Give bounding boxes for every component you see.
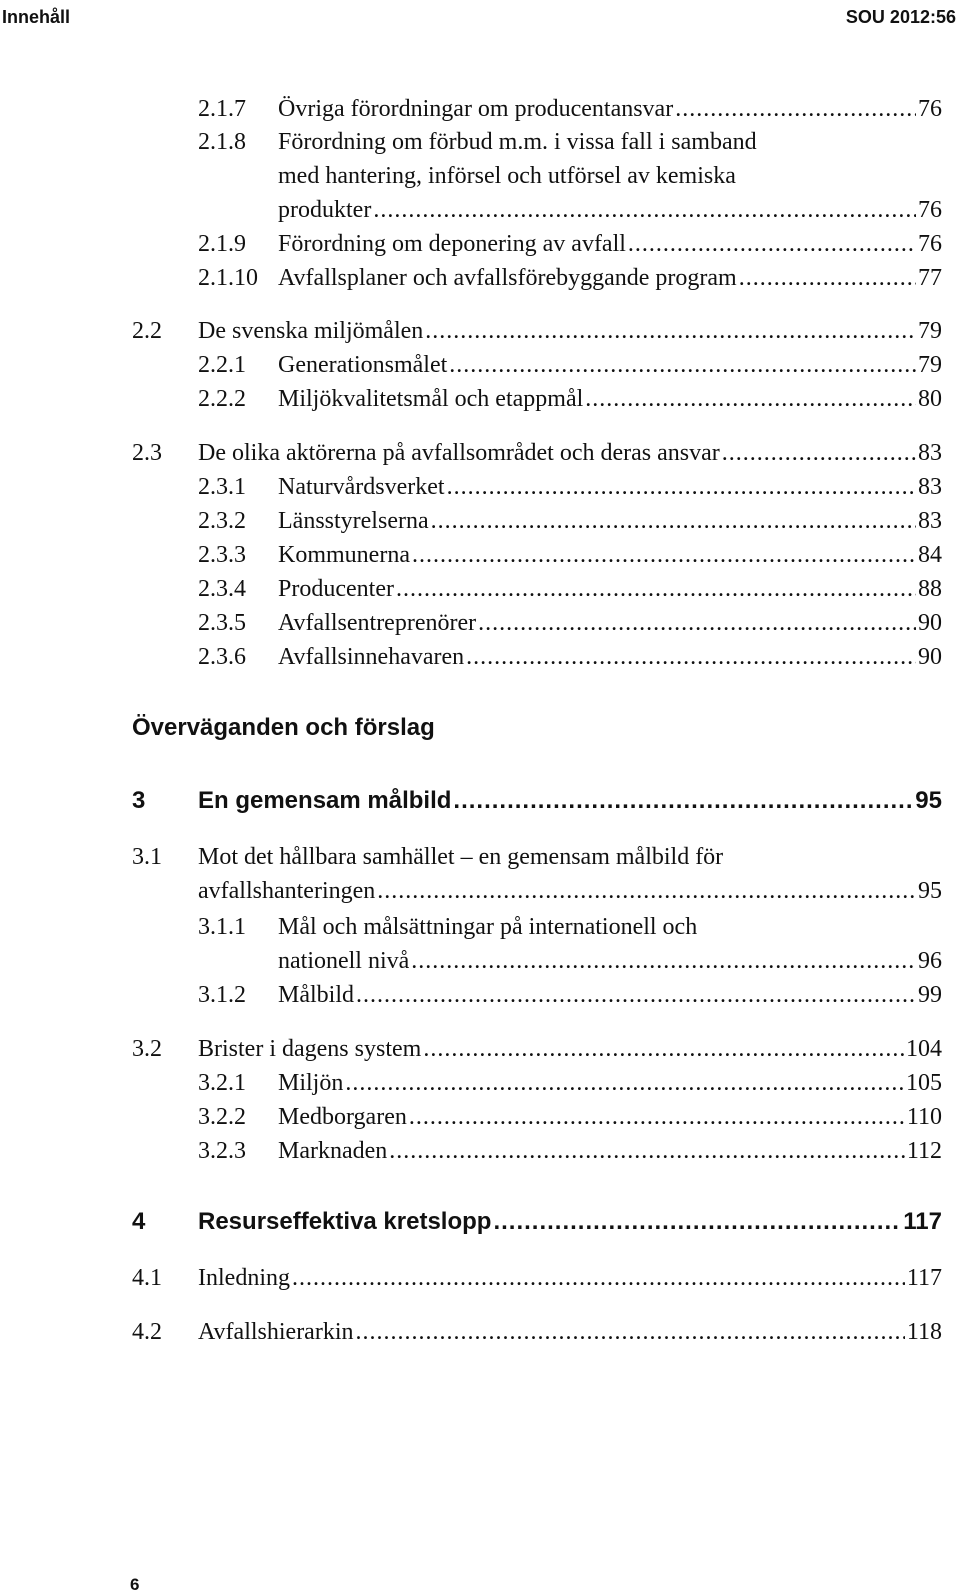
toc-title: avfallshanteringen [198,878,376,904]
toc-entry-4-2[interactable] [132,1315,942,1349]
toc-entry-2-2-1[interactable] [132,348,942,382]
toc-entry-3-2-3[interactable] [132,1134,942,1168]
toc-title: Kommunerna [278,542,410,568]
toc-page: 117 [906,1265,942,1291]
toc-page: 76 [918,197,942,223]
toc-number: 2.3.6 [198,644,246,670]
toc-title: Miljökvalitetsmål och etappmål [278,386,584,412]
running-header-section: Innehåll [2,7,71,27]
part-heading: Överväganden och förslag [132,714,435,741]
toc-page: 99 [918,982,942,1008]
toc-number: 2.2.2 [198,386,246,412]
toc-entry-3-2[interactable] [132,1032,942,1066]
toc-title: Naturvårdsverket [278,474,445,500]
toc-title: nationell nivå [278,948,410,974]
toc-page: 83 [918,440,942,466]
toc-entry-2-1-7[interactable] [132,92,942,126]
toc-leader-dots [423,1032,904,1066]
toc-title: Inledning [198,1265,290,1291]
toc-page: 88 [918,576,942,602]
toc-chapter-4[interactable] [132,1205,942,1239]
toc-page: 83 [918,474,942,500]
toc-leader-dots [389,1134,905,1168]
toc-title: Förordning om deponering av avfall [278,231,626,257]
toc-number: 2.1.7 [198,96,246,122]
toc-title: Övriga förordningar om producentansvar [278,96,674,122]
toc-page: 80 [918,386,942,412]
toc-entry-2-1-10[interactable] [132,261,942,295]
toc-page: 110 [906,1104,942,1130]
toc-page: 83 [918,508,942,534]
toc-number: 2.3 [132,440,162,466]
toc-page: 77 [918,265,942,291]
toc-entry-3-1-2[interactable] [132,978,942,1012]
toc-number: 3.1.2 [198,982,246,1008]
toc-leader-dots [373,193,916,227]
toc-leader-dots [478,606,916,640]
toc-number: 2.3.2 [198,508,246,534]
toc-number: 2.1.9 [198,231,246,257]
toc-number: 3.2.3 [198,1138,246,1164]
toc-title: Miljön [278,1070,344,1096]
toc-number: 3.1.1 [198,914,246,940]
toc-leader-dots [431,504,916,538]
toc-number: 2.1.10 [198,265,258,291]
toc-entry-2-3-6[interactable] [132,640,942,674]
toc-leader-dots [466,640,916,674]
toc-entry-2-3[interactable] [132,436,942,470]
toc-entry-2-3-4[interactable] [132,572,942,606]
toc-number: 2.3.1 [198,474,246,500]
toc-page: 79 [918,352,942,378]
toc-title: Resurseffektiva kretslopp [198,1208,492,1235]
toc-title: Länsstyrelserna [278,508,429,534]
toc-leader-dots [377,874,916,908]
toc-chapter-3[interactable] [132,784,942,818]
toc-leader-dots [409,1100,905,1134]
toc-page: 90 [918,644,942,670]
toc-leader-dots [396,572,916,606]
toc-page: 84 [918,542,942,568]
toc-entry-3-1[interactable] [132,874,942,908]
toc-leader-dots [356,978,916,1012]
toc-leader-dots [493,1205,901,1239]
toc-title: En gemensam målbild [198,787,452,814]
toc-leader-dots [722,436,916,470]
page-number: 6 [130,1575,140,1594]
toc-page: 76 [918,231,942,257]
toc-entry-2-3-2[interactable] [132,504,942,538]
toc-page: 105 [906,1070,942,1096]
toc-entry-3-1-1[interactable] [132,944,942,978]
toc-title: Målbild [278,982,354,1008]
toc-entry-2-2[interactable] [132,314,942,348]
toc-entry-4-1[interactable] [132,1261,942,1295]
toc-number: 3.2.2 [198,1104,246,1130]
toc-number: 3.2.1 [198,1070,246,1096]
toc-title: De olika aktörerna på avfallsområdet och deras ansvar [198,440,720,466]
toc-title-line: Förordning om förbud m.m. i vissa fall i samband [278,129,757,155]
toc-number: 3.1 [132,844,162,870]
toc-entry-3-2-2[interactable] [132,1100,942,1134]
toc-leader-dots [585,382,916,416]
toc-leader-dots [628,227,916,261]
toc-title-line: Mot det hållbara samhället – en gemensam målbild för [198,844,724,870]
toc-entry-2-3-5[interactable] [132,606,942,640]
toc-title: Avfallsentreprenörer [278,610,477,636]
toc-entry-2-3-3[interactable] [132,538,942,572]
toc-page: 95 [918,878,942,904]
toc-page: 117 [903,1208,942,1235]
toc-leader-dots [449,348,916,382]
toc-page: 79 [918,318,942,344]
toc-number: 2.3.4 [198,576,246,602]
toc-title: De svenska miljömålen [198,318,424,344]
toc-leader-dots [412,538,916,572]
toc-page: 96 [918,948,942,974]
toc-page: 95 [915,787,942,814]
toc-title: Brister i dagens system [198,1036,422,1062]
toc-number: 4.2 [132,1319,162,1345]
toc-page: 104 [906,1036,942,1062]
toc-entry-2-1-8[interactable] [132,193,942,227]
toc-title: Avfallshierarkin [198,1319,354,1345]
toc-number: 2.2 [132,318,162,344]
toc-leader-dots [447,470,916,504]
toc-page: 112 [906,1138,942,1164]
toc-leader-dots [675,92,916,126]
toc-title: produkter [278,197,372,223]
running-header-doc-id: SOU 2012:56 [845,7,956,27]
toc-page: 118 [906,1319,942,1345]
toc-entry-2-2-2[interactable] [132,382,942,416]
toc-number: 2.2.1 [198,352,246,378]
toc-number: 3 [132,787,146,814]
toc-page: 90 [918,610,942,636]
toc-number: 4 [132,1208,146,1235]
toc-number: 3.2 [132,1036,162,1062]
toc-leader-dots [425,314,916,348]
toc-leader-dots [453,784,913,818]
toc-leader-dots [292,1261,905,1295]
toc-title: Medborgaren [278,1104,407,1130]
toc-number: 2.1.8 [198,129,246,155]
toc-title: Avfallsplaner och avfallsförebyggande program [278,265,737,291]
toc-leader-dots [345,1066,904,1100]
toc-title: Avfallsinnehavaren [278,644,465,670]
toc-title-line: Mål och målsättningar på internationell och [278,914,698,940]
toc-title-line: med hantering, införsel och utförsel av kemiska [278,163,736,189]
toc-number: 2.3.3 [198,542,246,568]
toc-number: 2.3.5 [198,610,246,636]
toc-number: 4.1 [132,1265,162,1291]
toc-leader-dots [739,261,916,295]
toc-entry-3-2-1[interactable] [132,1066,942,1100]
toc-entry-2-3-1[interactable] [132,470,942,504]
toc-title: Marknaden [278,1138,388,1164]
toc-title: Producenter [278,576,394,602]
toc-entry-2-1-9[interactable] [132,227,942,261]
toc-leader-dots [356,1315,905,1349]
toc-leader-dots [411,944,916,978]
toc-title: Generationsmålet [278,352,448,378]
toc-page: 76 [918,96,942,122]
